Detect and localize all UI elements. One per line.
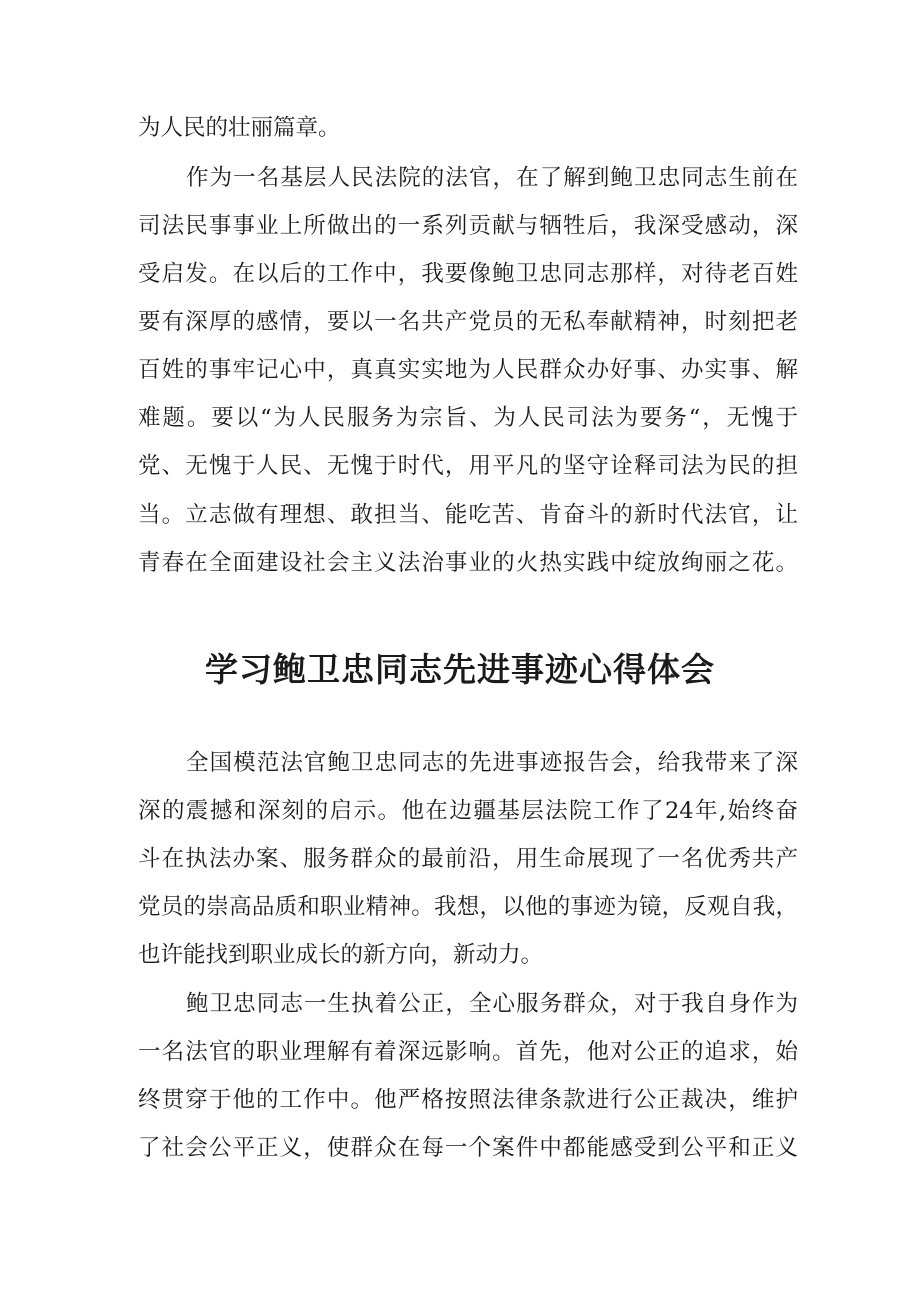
paragraph-line: 当。立志做有理想、敢担当、能吃苦、肯奋斗的新时代法官，让 — [138, 502, 798, 528]
paragraph-line: 终贯穿于他的工作中。他严格按照法律条款进行公正裁决，维护 — [138, 1087, 798, 1113]
paragraph-line: 难题。要以“为人民服务为宗旨、为人民司法为要务“，无愧于 — [138, 405, 798, 431]
paragraph-line: 要有深厚的感情，要以一名共产党员的无私奉献精神，时刻把老 — [138, 309, 798, 335]
paragraph-line: 作为一名基层人民法院的法官，在了解到鲍卫忠同志生前在 — [186, 165, 798, 191]
paragraph-line: 司法民事事业上所做出的一系列贡献与牺牲后，我深受感动，深 — [138, 213, 798, 239]
paragraph-line: 为人民的壮丽篇章。 — [138, 115, 341, 141]
paragraph-line: 党员的崇高品质和职业精神。我想，以他的事迹为镜，反观自我， — [138, 894, 798, 920]
paragraph-line: 深的震撼和深刻的启示。他在边疆基层法院工作了24年,始终奋 — [138, 798, 798, 824]
paragraph-line: 也许能找到职业成长的新方向，新动力。 — [138, 942, 544, 968]
article-title: 学习鲍卫忠同志先进事迹心得体会 — [205, 650, 715, 689]
paragraph-line: 一名法官的职业理解有着深远影响。首先，他对公正的追求，始 — [138, 1039, 798, 1065]
paragraph-line: 党、无愧于人民、无愧于时代，用平凡的坚守诠释司法为民的担 — [138, 453, 798, 479]
paragraph-line: 受启发。在以后的工作中，我要像鲍卫忠同志那样，对待老百姓 — [138, 261, 798, 287]
paragraph-line: 鲍卫忠同志一生执着公正，全心服务群众，对于我自身作为 — [186, 991, 798, 1017]
paragraph-line: 斗在执法办案、服务群众的最前沿，用生命展现了一名优秀共产 — [138, 846, 798, 872]
paragraph-line: 全国模范法官鲍卫忠同志的先进事迹报告会，给我带来了深 — [186, 750, 798, 776]
paragraph-line: 百姓的事牢记心中，真真实实地为人民群众办好事、办实事、解 — [138, 357, 798, 383]
paragraph-line: 了社会公平正义，使群众在每一个案件中都能感受到公平和正义 — [138, 1135, 798, 1161]
paragraph-line: 青春在全面建设社会主义法治事业的火热实践中绽放绚丽之花。 — [138, 550, 798, 576]
